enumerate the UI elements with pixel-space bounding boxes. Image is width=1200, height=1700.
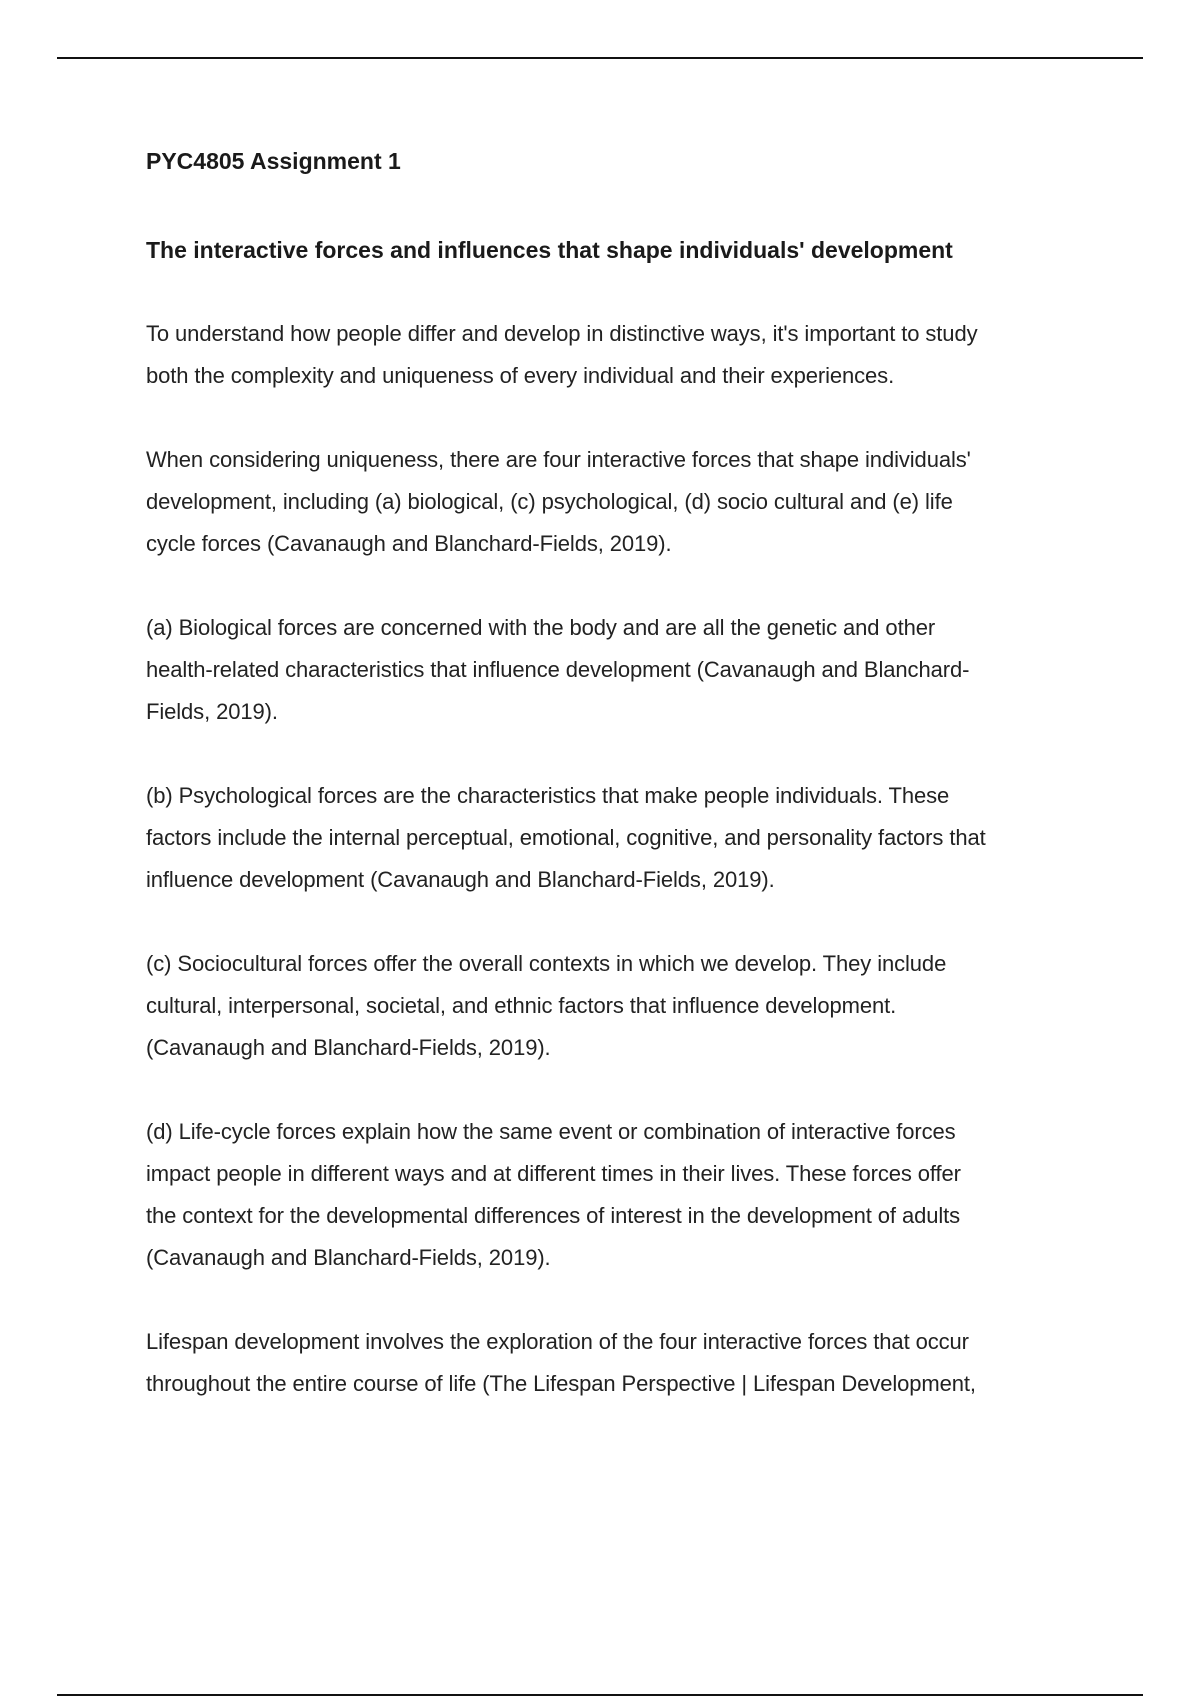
text-line: (Cavanaugh and Blanchard-Fields, 2019). [146, 1245, 551, 1270]
text-line: cultural, interpersonal, societal, and ethnic factors that influence development. [146, 993, 897, 1018]
text-line: (c) Sociocultural forces offer the overall contexts in which we develop. They include [146, 951, 947, 976]
paragraph-life-cycle [146, 1111, 1086, 1279]
paragraph-intro [146, 313, 1086, 397]
text-line: development, including (a) biological, (c) psychological, (d) socio cultural and (e) life [146, 489, 953, 514]
text-line: impact people in different ways and at different times in their lives. These forces offer [146, 1161, 961, 1186]
text-line: (Cavanaugh and Blanchard-Fields, 2019). [146, 1035, 551, 1060]
paragraph-four-forces [146, 439, 1086, 565]
text-line: throughout the entire course of life (The Lifespan Perspective | Lifespan Development, [146, 1371, 976, 1396]
text-line: influence development (Cavanaugh and Blanchard-Fields, 2019). [146, 867, 775, 892]
text-line: factors include the internal perceptual, emotional, cognitive, and personality factors that [146, 825, 986, 850]
bottom-rule [57, 1694, 1143, 1696]
paragraph-psychological [146, 775, 1086, 901]
text-line: Lifespan development involves the exploration of the four interactive forces that occur [146, 1329, 969, 1354]
paragraph-lifespan [146, 1321, 1086, 1405]
document-title: PYC4805 Assignment 1 [146, 148, 401, 174]
text-line: (d) Life-cycle forces explain how the same event or combination of interactive forces [146, 1119, 956, 1144]
text-line: (b) Psychological forces are the characteristics that make people individuals. These [146, 783, 950, 808]
text-line: To understand how people differ and develop in distinctive ways, it's important to study [146, 321, 978, 346]
text-line: health-related characteristics that influence development (Cavanaugh and Blanchard- [146, 657, 970, 682]
paragraph-biological [146, 607, 1086, 733]
text-line: cycle forces (Cavanaugh and Blanchard-Fields, 2019). [146, 531, 672, 556]
paragraph-sociocultural [146, 943, 1086, 1069]
top-rule [57, 57, 1143, 59]
text-line: both the complexity and uniqueness of every individual and their experiences. [146, 363, 895, 388]
text-line: (a) Biological forces are concerned with the body and are all the genetic and other [146, 615, 936, 640]
text-line: When considering uniqueness, there are four interactive forces that shape individuals' [146, 447, 971, 472]
text-line: Fields, 2019). [146, 699, 278, 724]
section-heading: The interactive forces and influences that shape individuals' development [146, 237, 953, 263]
text-line: the context for the developmental differences of interest in the development of adults [146, 1203, 961, 1228]
document-body [146, 140, 1086, 1447]
